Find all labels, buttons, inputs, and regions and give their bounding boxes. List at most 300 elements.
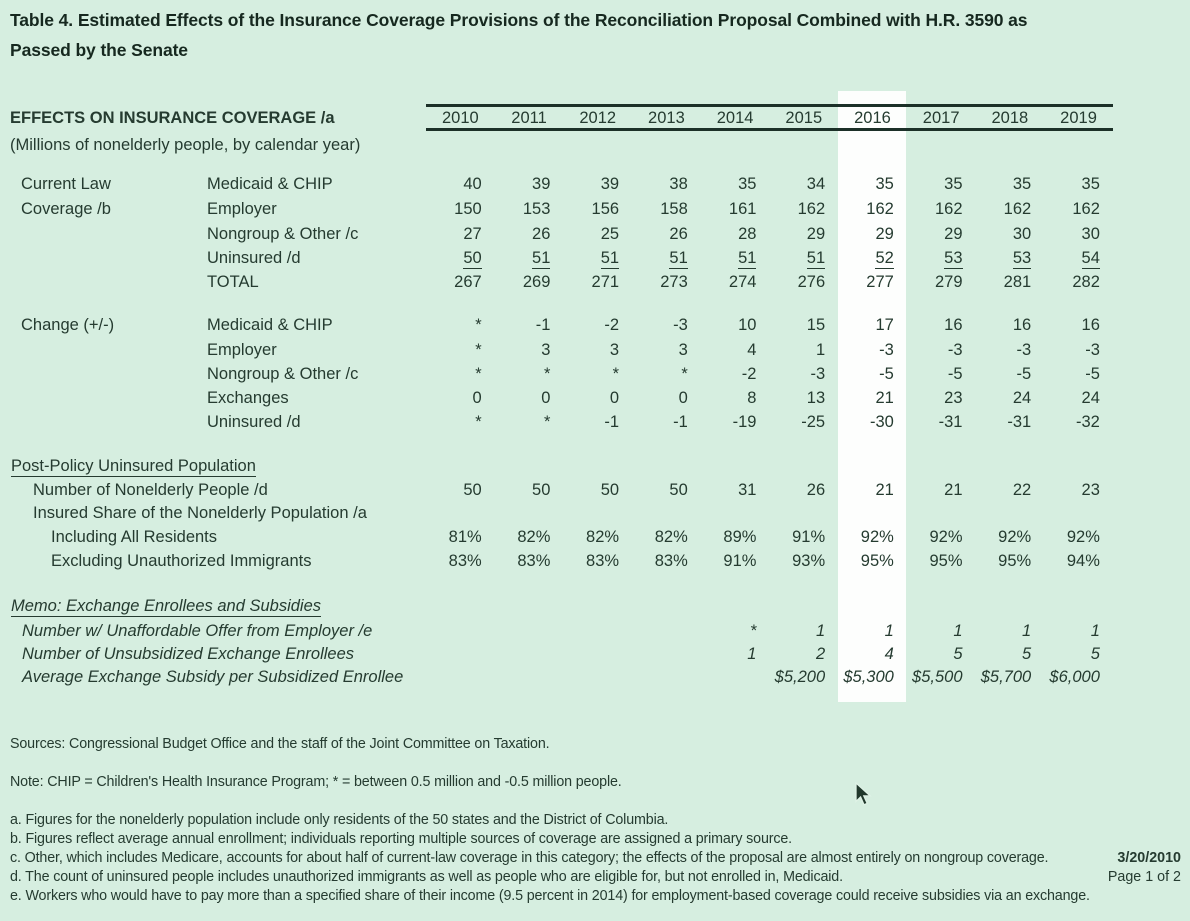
cell-value (769, 501, 838, 526)
cell-value (769, 338, 838, 363)
row-label: Nongroup & Other /c (207, 365, 359, 383)
cell-value (907, 246, 976, 271)
cell-value (769, 665, 838, 690)
note-line: Note: CHIP = Children's Health Insurance Program; * = between 0.5 million and -0.5 million people. (10, 774, 622, 790)
year-header: 2019 (1060, 109, 1097, 127)
row-label: Nongroup & Other /c (207, 225, 359, 243)
section-group-label (0, 386, 207, 411)
cell-value (495, 222, 564, 247)
cell-value-text: 35 (1081, 175, 1100, 193)
cell-value (495, 246, 564, 271)
cell-value (426, 362, 495, 387)
cell-value (769, 270, 838, 295)
cell-value-text: 4 (884, 645, 894, 663)
cell-value-text: -19 (732, 413, 757, 431)
cell-value-text: 281 (1003, 273, 1032, 291)
row-label: Insured Share of the Nonelderly Population /a (33, 504, 367, 522)
cell-value (838, 549, 907, 574)
cell-value (1044, 386, 1113, 411)
cell-value-text: 26 (806, 481, 826, 499)
table-subheader: (Millions of nonelderly people, by calendar year) (10, 136, 361, 154)
cell-value (426, 665, 495, 690)
cell-value-text: 50 (463, 249, 482, 267)
cell-value-text: 10 (738, 316, 757, 334)
cell-value-text: -3 (810, 365, 826, 383)
cell-value (976, 501, 1045, 526)
section-group-label (0, 222, 207, 247)
cell-value (701, 619, 770, 644)
cell-value (976, 222, 1045, 247)
cell-value (838, 197, 907, 222)
cell-value (701, 501, 770, 526)
cell-value (769, 478, 838, 503)
cell-value-text: -25 (801, 413, 826, 431)
row-label: Employer (207, 341, 277, 359)
cell-value (426, 619, 495, 644)
cell-value-text: -30 (869, 413, 894, 431)
cell-value-text: 51 (738, 249, 757, 267)
cell-value (632, 642, 701, 667)
section-heading-text: Post-Policy Uninsured Population (11, 457, 256, 475)
cell-value-text: 25 (600, 225, 620, 243)
cell-value-text: 274 (728, 273, 757, 291)
cell-value (426, 270, 495, 295)
cell-value-text: 21 (875, 389, 894, 407)
page-number: Page 1 of 2 (1107, 869, 1181, 885)
cell-value (838, 478, 907, 503)
cell-value-text: 161 (728, 200, 757, 218)
row-label: Medicaid & CHIP (207, 316, 333, 334)
cell-value-text: 3 (678, 341, 688, 359)
cell-value (907, 313, 976, 338)
cell-value-text: $5,700 (980, 668, 1032, 686)
cell-value (701, 362, 770, 387)
cell-value (426, 642, 495, 667)
table-row (0, 525, 1113, 550)
cell-value-text: 31 (738, 481, 757, 499)
year-header: 2018 (991, 109, 1029, 127)
cell-value (1044, 642, 1113, 667)
table-header-rule (426, 128, 1113, 131)
cell-value (426, 246, 495, 271)
cell-value (495, 386, 564, 411)
cell-value (701, 525, 770, 550)
cell-value-text: 1 (747, 645, 757, 663)
cell-value-text: * (681, 365, 688, 383)
cell-value (632, 338, 701, 363)
table-row (0, 197, 1113, 222)
cell-value-text: 93% (792, 552, 826, 570)
cell-value-text: * (612, 365, 620, 383)
row-label: Number of Nonelderly People /d (33, 481, 268, 499)
table-row (0, 619, 1113, 644)
cell-value-text: 162 (1072, 200, 1100, 218)
cell-value (495, 172, 564, 197)
cell-value-text: 52 (875, 249, 894, 267)
cell-value-text: 35 (875, 175, 894, 193)
cell-value-text: 276 (797, 273, 826, 291)
cell-value (632, 501, 701, 526)
cell-value (495, 478, 564, 503)
cell-value (632, 246, 701, 271)
cell-value-text: 162 (934, 200, 963, 218)
section-group-label (0, 246, 207, 271)
section-heading-row (0, 454, 1113, 479)
cell-value-text: -3 (1016, 341, 1032, 359)
cell-value-text: -2 (741, 365, 757, 383)
cell-value (769, 525, 838, 550)
cell-value (838, 619, 907, 644)
cell-value (907, 197, 976, 222)
mouse-cursor (855, 782, 873, 808)
cell-value-text: 83% (586, 552, 620, 570)
section-group-label: Change (+/-) (21, 316, 115, 334)
cell-value (495, 619, 564, 644)
year-header-row (426, 107, 1113, 129)
cell-value (495, 410, 564, 435)
cell-value (1044, 270, 1113, 295)
cell-value (495, 549, 564, 574)
cell-value (769, 619, 838, 644)
section-heading (0, 594, 426, 619)
cell-value-text: 38 (669, 175, 688, 193)
section-heading (0, 454, 426, 479)
cell-value-text: 1 (884, 622, 894, 640)
cell-value (976, 619, 1045, 644)
cell-value-text: 92% (998, 528, 1032, 546)
cell-value (563, 222, 632, 247)
cell-value (426, 222, 495, 247)
table-top-rule (426, 104, 1113, 107)
cell-value (1044, 172, 1113, 197)
cell-value (563, 338, 632, 363)
cell-value (495, 665, 564, 690)
cell-value-text: 50 (600, 481, 620, 499)
document-title (10, 5, 1140, 65)
cell-value-text: * (475, 316, 482, 334)
row-label: Medicaid & CHIP (207, 175, 333, 193)
table-row (0, 222, 1113, 247)
cell-value (838, 501, 907, 526)
cell-value (976, 270, 1045, 295)
row-label: Number w/ Unaffordable Offer from Employer /e (22, 622, 373, 640)
cell-value (838, 222, 907, 247)
row-label: Exchanges (207, 389, 289, 407)
cell-value (838, 642, 907, 667)
cell-value-text: 30 (1081, 225, 1100, 243)
cell-value (701, 197, 770, 222)
cell-value (838, 410, 907, 435)
cell-value-text: 156 (591, 200, 620, 218)
cell-value (632, 313, 701, 338)
cell-value-text: 35 (738, 175, 757, 193)
cell-value (426, 172, 495, 197)
cell-value (495, 642, 564, 667)
table-row (0, 172, 1113, 197)
cell-value (976, 665, 1045, 690)
cell-value-text: 92% (1066, 528, 1100, 546)
cell-value-text: 1 (953, 622, 963, 640)
cell-value (701, 172, 770, 197)
cell-value (976, 386, 1045, 411)
cell-value (907, 642, 976, 667)
cell-value-text: 279 (934, 273, 963, 291)
cell-value-text: 30 (1012, 225, 1032, 243)
cell-value-text: 50 (532, 481, 551, 499)
cell-value (632, 665, 701, 690)
cell-value (907, 386, 976, 411)
table-row (0, 642, 1113, 667)
cell-value-text: 82% (517, 528, 551, 546)
cell-value (907, 172, 976, 197)
cell-value (907, 270, 976, 295)
cell-value (426, 313, 495, 338)
cell-value (701, 222, 770, 247)
cell-value (701, 246, 770, 271)
cell-value-text: 40 (463, 175, 482, 193)
cell-value-text: 15 (806, 316, 826, 334)
cell-value (563, 313, 632, 338)
cell-value-text: * (475, 365, 482, 383)
cell-value-text: 82% (586, 528, 620, 546)
cell-value-text: 35 (1012, 175, 1032, 193)
cell-value-text: -3 (947, 341, 963, 359)
cell-value (563, 549, 632, 574)
cell-value (701, 386, 770, 411)
cell-value (769, 386, 838, 411)
cell-value (1044, 501, 1113, 526)
cell-value (838, 338, 907, 363)
row-label: TOTAL (207, 273, 259, 291)
cell-value (838, 386, 907, 411)
cell-value-text: 267 (454, 273, 482, 291)
cell-value-text: -3 (1085, 341, 1100, 359)
section-group-label (0, 362, 207, 387)
cell-value (563, 478, 632, 503)
cell-value (632, 619, 701, 644)
cell-value-text: 1 (1022, 622, 1032, 640)
cell-value-text: 16 (1081, 316, 1100, 334)
cell-value-text: 34 (806, 175, 826, 193)
year-header: 2012 (579, 109, 617, 127)
cell-value (838, 525, 907, 550)
cell-value (1044, 338, 1113, 363)
footnote-d: d. The count of uninsured people includes unauthorized immigrants as well as people who are eligible for, but not enrolled in, Medicaid. (10, 869, 843, 885)
cell-value-text: 95% (998, 552, 1032, 570)
cell-value-text: 273 (660, 273, 688, 291)
cell-value (769, 197, 838, 222)
cell-value (976, 197, 1045, 222)
cell-value (563, 172, 632, 197)
cell-value (976, 313, 1045, 338)
cell-value-text: -1 (535, 316, 551, 334)
cell-value (632, 222, 701, 247)
cell-value-text: $5,200 (774, 668, 826, 686)
cell-value-text: -32 (1076, 413, 1100, 431)
cell-value (563, 362, 632, 387)
cell-value (976, 525, 1045, 550)
cell-value-text: 50 (463, 481, 482, 499)
cell-value-text: -5 (1016, 365, 1032, 383)
cell-value (769, 362, 838, 387)
cell-value (976, 410, 1045, 435)
cell-value (701, 410, 770, 435)
cell-value-text: $5,300 (843, 668, 894, 686)
cell-value (563, 501, 632, 526)
cell-value (769, 222, 838, 247)
section-group-label (0, 338, 207, 363)
cell-value-text: 27 (463, 225, 482, 243)
cell-value (769, 172, 838, 197)
year-header: 2011 (511, 109, 547, 127)
cell-value (1044, 410, 1113, 435)
row-label: Uninsured /d (207, 413, 301, 431)
cell-value (1044, 665, 1113, 690)
cell-value (907, 222, 976, 247)
cell-value (907, 619, 976, 644)
cell-value (563, 246, 632, 271)
cell-value (976, 478, 1045, 503)
cell-value (495, 525, 564, 550)
cell-value (632, 410, 701, 435)
cell-value (495, 362, 564, 387)
section-group-label: Coverage /b (21, 200, 111, 218)
cell-value-text: 83% (517, 552, 551, 570)
cell-value-text: * (475, 413, 482, 431)
cell-value (838, 246, 907, 271)
cell-value (426, 386, 495, 411)
cell-value (563, 410, 632, 435)
cell-value (1044, 478, 1113, 503)
cell-value (632, 549, 701, 574)
cell-value (426, 410, 495, 435)
cell-value-text: 16 (944, 316, 963, 334)
year-header: 2014 (716, 109, 754, 127)
cell-value (976, 549, 1045, 574)
cell-value-text: * (750, 622, 757, 640)
cell-value (701, 338, 770, 363)
sources-line: Sources: Congressional Budget Office and the staff of the Joint Committee on Taxation. (10, 736, 550, 752)
cell-value (976, 172, 1045, 197)
cell-value (563, 525, 632, 550)
cell-value (1044, 362, 1113, 387)
cell-value-text: 51 (600, 249, 620, 267)
cell-value-text: 1 (815, 341, 826, 359)
section-group-label (0, 270, 207, 295)
cell-value (426, 501, 495, 526)
cell-value (1044, 525, 1113, 550)
cell-value-text: 5 (1022, 645, 1032, 663)
cell-value-text: 269 (522, 273, 551, 291)
cell-value-text: 51 (806, 249, 826, 267)
document-title-line1: Table 4. Estimated Effects of the Insurance Coverage Provisions of the Reconciliation Proposal Combined with H.R. 3590 as (10, 10, 1028, 30)
cell-value (426, 197, 495, 222)
document-title-line2: Passed by the Senate (10, 40, 188, 60)
cell-value (1044, 619, 1113, 644)
table-row (0, 246, 1113, 271)
cell-value (769, 313, 838, 338)
cell-value-text: -31 (1007, 413, 1032, 431)
cell-value-text: 0 (472, 389, 482, 407)
cell-value-text: 162 (1003, 200, 1032, 218)
cell-value (426, 549, 495, 574)
cell-value-text: 150 (454, 200, 482, 218)
cell-value (907, 665, 976, 690)
cell-value-text: 53 (944, 249, 963, 267)
cell-value (976, 642, 1045, 667)
cell-value (1044, 197, 1113, 222)
cell-value-text: 21 (875, 481, 894, 499)
footnote-a: a. Figures for the nonelderly population include only residents of the 50 states and the District of Columbia. (10, 812, 669, 828)
cell-value-text: -5 (1085, 365, 1100, 383)
footnote-c: c. Other, which includes Medicare, accounts for about half of current-law coverage in this category; the effects of the proposal are almost entirely on nongroup coverage. (10, 850, 1049, 866)
cell-value (563, 197, 632, 222)
section-group-label: Current Law (21, 175, 111, 193)
cell-value (1044, 222, 1113, 247)
table-row (0, 478, 1113, 503)
cell-value-text: 51 (669, 249, 688, 267)
cell-value-text: 50 (669, 481, 688, 499)
cell-value-text: 0 (541, 389, 551, 407)
cell-value (907, 525, 976, 550)
cell-value (907, 549, 976, 574)
cell-value-text: 82% (654, 528, 688, 546)
cell-value-text: * (543, 365, 551, 383)
cell-value (976, 362, 1045, 387)
cell-value-text: 35 (944, 175, 963, 193)
cell-value (907, 501, 976, 526)
report-date: 3/20/2010 (1117, 850, 1181, 866)
cell-value-text: -3 (879, 341, 894, 359)
cell-value-text: 5 (953, 645, 963, 663)
cell-value-text: 51 (532, 249, 551, 267)
cell-value-text: 8 (747, 389, 757, 407)
cell-value-text: 29 (944, 225, 963, 243)
cell-value (838, 665, 907, 690)
cell-value-text: 23 (944, 389, 963, 407)
cell-value-text: 16 (1012, 316, 1032, 334)
cell-value-text: 83% (448, 552, 482, 570)
cell-value-text: 1 (815, 622, 826, 640)
cell-value-text: 17 (875, 316, 894, 334)
cell-value-text: -2 (604, 316, 620, 334)
cell-value (632, 362, 701, 387)
cell-value-text: 26 (532, 225, 551, 243)
cell-value (976, 246, 1045, 271)
year-header: 2013 (648, 109, 685, 127)
cell-value-text: 13 (806, 389, 826, 407)
cell-value (1044, 246, 1113, 271)
cell-value-text: 83% (654, 552, 688, 570)
cell-value-text: 95% (929, 552, 963, 570)
cell-value-text: 277 (866, 273, 894, 291)
cell-value-text: * (475, 341, 482, 359)
cell-value-text: 21 (944, 481, 963, 499)
cell-value-text: -1 (673, 413, 688, 431)
cell-value-text: 0 (609, 389, 620, 407)
footnote-e: e. Workers who would have to pay more than a specified share of their income (9.5 percent in 2014) for employment-based coverage could receive subsidies via an exchange. (10, 888, 1090, 904)
year-header: 2017 (922, 109, 960, 127)
cell-value (838, 172, 907, 197)
cell-value (495, 313, 564, 338)
row-label: Excluding Unauthorized Immigrants (51, 552, 312, 570)
cell-value (495, 270, 564, 295)
cell-value-text: 53 (1012, 249, 1032, 267)
cell-value (563, 270, 632, 295)
cell-value (701, 665, 770, 690)
table-header: EFFECTS ON INSURANCE COVERAGE /a (10, 109, 335, 127)
cell-value (907, 478, 976, 503)
